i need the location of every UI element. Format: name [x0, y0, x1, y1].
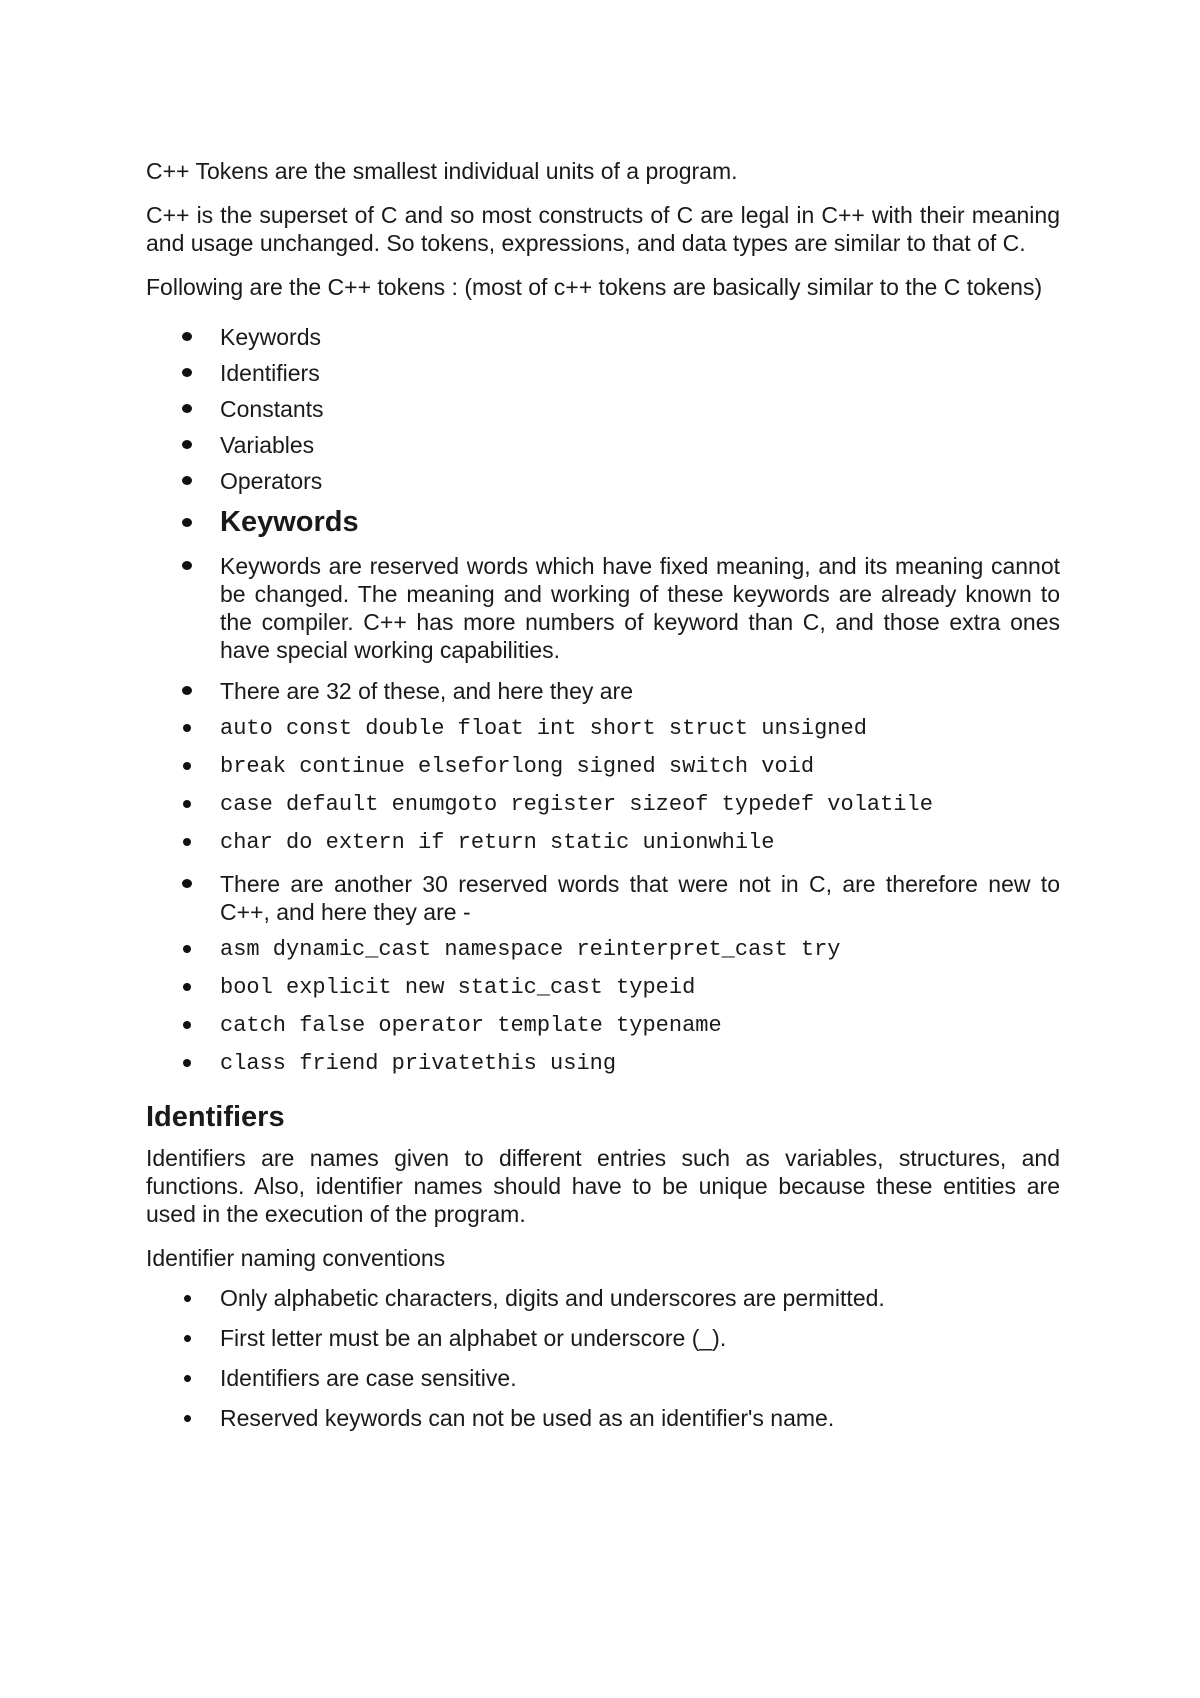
cpp-keyword-line: catch false operator template typename	[146, 1012, 1060, 1040]
bullet-icon	[183, 983, 191, 991]
list-item: Only alphabetic characters, digits and underscores are permitted.	[146, 1284, 1060, 1312]
c-keyword-line: case default enumgoto register sizeof typedef volatile	[146, 791, 1060, 819]
keywords-heading: Keywords	[146, 505, 1060, 539]
list-item	[146, 467, 1060, 495]
list-item	[146, 359, 1060, 387]
bullet-icon	[183, 838, 191, 846]
cpp-keyword-line: class friend privatethis using	[146, 1050, 1060, 1078]
cpp-keyword-line: asm dynamic_cast namespace reinterpret_cast try	[146, 936, 1060, 964]
token-label: Constants	[220, 396, 324, 422]
bullet-icon	[183, 724, 191, 732]
token-label: Operators	[220, 468, 323, 494]
bullet-icon	[183, 800, 191, 808]
c-keyword-line: auto const double float int short struct unsigned	[146, 715, 1060, 743]
keywords-description: Keywords are reserved words which have fixed meaning, and its meaning cannot be changed. The meaning and working of these keywords are already known to the compiler. C++ has more numbers of keyword than C, and those extra ones have special working capabilities.	[146, 552, 1060, 664]
intro-paragraph-1: C++ Tokens are the smallest individual units of a program.	[146, 158, 738, 184]
bullet-icon	[183, 945, 191, 953]
list-item	[146, 431, 1060, 459]
intro-paragraph-2: C++ is the superset of C and so most constructs of C are legal in C++ with their meaning and usage unchanged. So tokens, expressions, and data types are similar to that of C.	[146, 202, 1060, 256]
token-label: Keywords	[220, 324, 321, 350]
bullet-icon	[182, 404, 192, 413]
list-item	[146, 395, 1060, 423]
conventions-list	[146, 1284, 1060, 1432]
list-item: Reserved keywords can not be used as an identifier's name.	[146, 1404, 1060, 1432]
bullet-icon	[182, 561, 192, 570]
identifiers-description: Identifiers are names given to different entries such as variables, structures, and functions. Also, identifier names should have to be unique because these entities are used in the execution of the program.	[146, 1145, 1060, 1227]
c-keyword-line: break continue elseforlong signed switch void	[146, 753, 1060, 781]
document-page	[146, 157, 1060, 1432]
bullet-icon	[183, 762, 191, 770]
keywords-32-intro: There are 32 of these, and here they are	[146, 677, 1060, 705]
identifiers-heading: Identifiers	[146, 1101, 285, 1133]
bullet-icon	[182, 440, 192, 449]
intro-paragraph-3: Following are the C++ tokens : (most of c++ tokens are basically similar to the C tokens)	[146, 274, 1043, 300]
bullet-icon	[184, 1335, 191, 1342]
keywords-list	[146, 505, 1060, 1078]
bullet-icon	[183, 1059, 191, 1067]
bullet-icon	[184, 1295, 191, 1302]
bullet-icon	[182, 332, 192, 341]
cpp-keyword-line: bool explicit new static_cast typeid	[146, 974, 1060, 1002]
bullet-icon	[182, 879, 192, 888]
token-label: Variables	[220, 432, 315, 458]
bullet-icon	[182, 518, 192, 527]
conventions-title: Identifier naming conventions	[146, 1245, 446, 1271]
bullet-icon	[184, 1415, 191, 1422]
token-label: Identifiers	[220, 360, 320, 386]
keywords-30-intro: There are another 30 reserved words that were not in C, are therefore new to C++, and here they are -	[146, 870, 1060, 926]
bullet-icon	[183, 1021, 191, 1029]
list-item	[146, 323, 1060, 351]
bullet-icon	[182, 476, 192, 485]
bullet-icon	[184, 1375, 191, 1382]
c-keyword-line: char do extern if return static unionwhile	[146, 829, 1060, 857]
bullet-icon	[182, 368, 192, 377]
list-item: First letter must be an alphabet or underscore (_).	[146, 1324, 1060, 1352]
list-item: Identifiers are case sensitive.	[146, 1364, 1060, 1392]
token-list	[146, 323, 1060, 495]
bullet-icon	[182, 686, 192, 695]
